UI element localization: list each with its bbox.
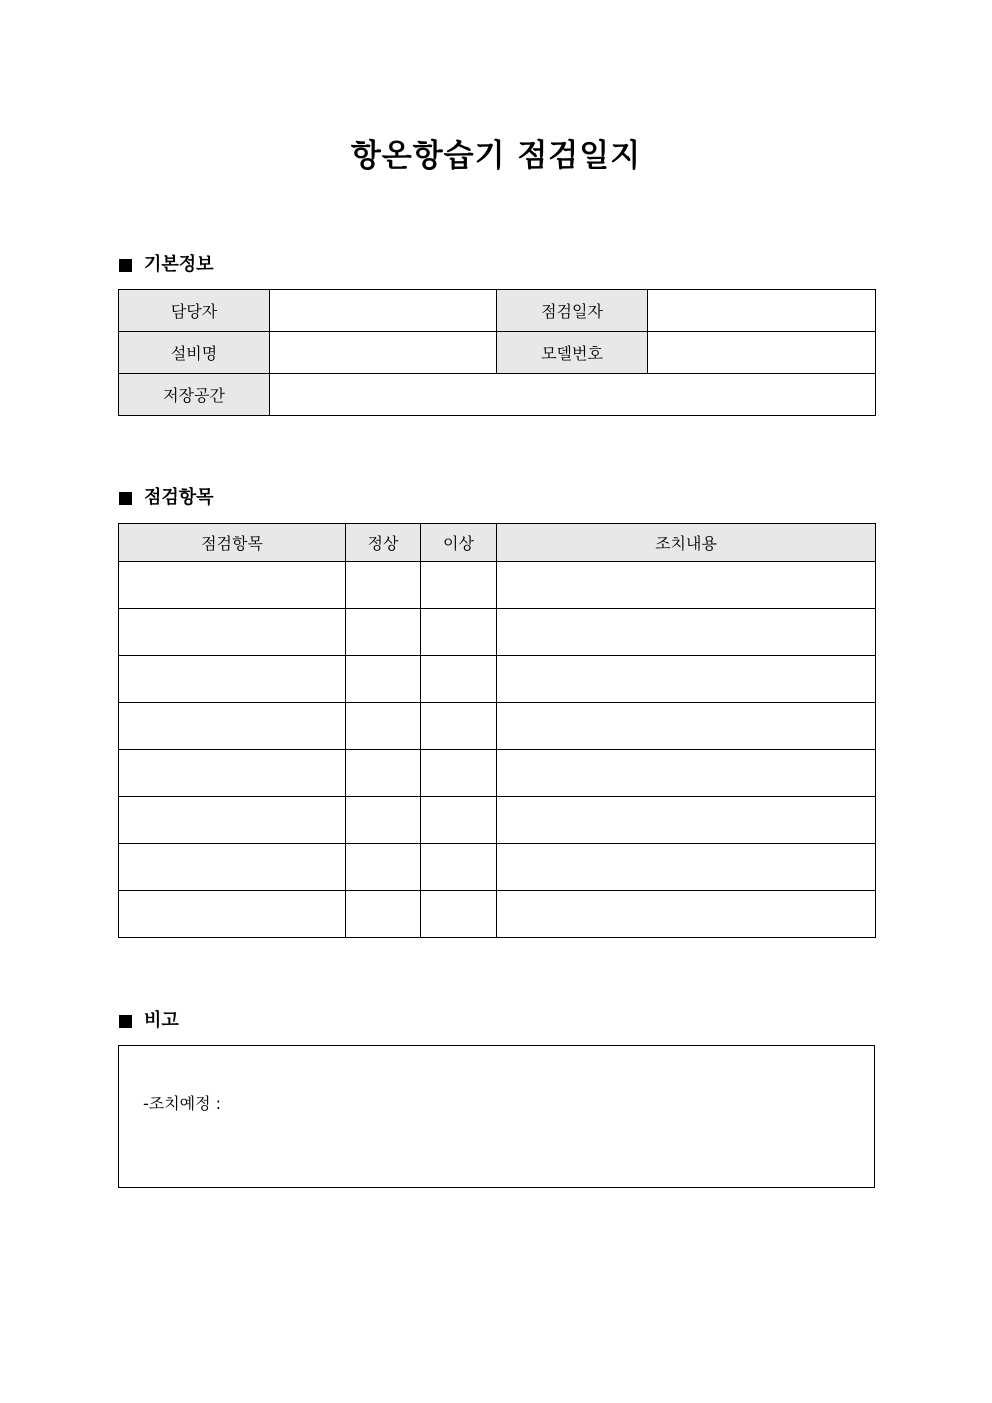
table-row <box>119 562 876 609</box>
normal-check-cell[interactable] <box>346 750 421 797</box>
abnormal-check-cell[interactable] <box>421 797 497 844</box>
normal-check-cell[interactable] <box>346 609 421 656</box>
table-row <box>119 797 876 844</box>
inspection-table <box>118 523 876 938</box>
normal-check-cell[interactable] <box>346 844 421 891</box>
inspection-item-cell[interactable] <box>119 562 346 609</box>
basic-info-table <box>118 289 876 416</box>
equipment-field[interactable] <box>270 332 497 374</box>
storage-label: 저장공간 <box>119 374 270 416</box>
table-row <box>119 290 876 332</box>
abnormal-check-cell[interactable] <box>421 703 497 750</box>
abnormal-check-cell[interactable] <box>421 750 497 797</box>
column-header-action: 조치내용 <box>497 524 876 562</box>
table-row <box>119 891 876 938</box>
remarks-box[interactable] <box>118 1045 875 1188</box>
equipment-label: 설비명 <box>119 332 270 374</box>
normal-check-cell[interactable] <box>346 703 421 750</box>
section-heading-label: 비고 <box>144 1010 179 1031</box>
square-bullet-icon <box>119 259 132 272</box>
planned-action-label: -조치예정 : <box>143 1094 222 1113</box>
section-heading-basic-info <box>119 253 214 277</box>
inspection-item-cell[interactable] <box>119 703 346 750</box>
inspection-item-cell[interactable] <box>119 609 346 656</box>
abnormal-check-cell[interactable] <box>421 891 497 938</box>
abnormal-check-cell[interactable] <box>421 844 497 891</box>
table-row <box>119 656 876 703</box>
normal-check-cell[interactable] <box>346 656 421 703</box>
page-title: 항온항습기 점검일지 <box>350 138 642 174</box>
abnormal-check-cell[interactable] <box>421 656 497 703</box>
section-heading-label: 점검항목 <box>144 487 214 508</box>
action-detail-cell[interactable] <box>497 703 876 750</box>
section-heading-label: 기본정보 <box>144 254 214 275</box>
table-row <box>119 844 876 891</box>
manager-field[interactable] <box>270 290 497 332</box>
section-heading-inspection <box>119 486 214 510</box>
action-detail-cell[interactable] <box>497 891 876 938</box>
inspection-item-cell[interactable] <box>119 891 346 938</box>
square-bullet-icon <box>119 1015 132 1028</box>
normal-check-cell[interactable] <box>346 891 421 938</box>
normal-check-cell[interactable] <box>346 797 421 844</box>
column-header-item: 점검항목 <box>119 524 346 562</box>
table-row <box>119 374 876 416</box>
action-detail-cell[interactable] <box>497 750 876 797</box>
table-row <box>119 750 876 797</box>
inspection-item-cell[interactable] <box>119 797 346 844</box>
table-row <box>119 609 876 656</box>
action-detail-cell[interactable] <box>497 844 876 891</box>
manager-label: 담당자 <box>119 290 270 332</box>
column-header-normal: 정상 <box>346 524 421 562</box>
storage-field[interactable] <box>270 374 876 416</box>
abnormal-check-cell[interactable] <box>421 562 497 609</box>
inspection-item-cell[interactable] <box>119 750 346 797</box>
action-detail-cell[interactable] <box>497 562 876 609</box>
inspection-date-field[interactable] <box>648 290 876 332</box>
model-number-label: 모델번호 <box>497 332 648 374</box>
column-header-abnormal: 이상 <box>421 524 497 562</box>
table-row <box>119 703 876 750</box>
model-number-field[interactable] <box>648 332 876 374</box>
action-detail-cell[interactable] <box>497 797 876 844</box>
inspection-item-cell[interactable] <box>119 844 346 891</box>
inspection-item-cell[interactable] <box>119 656 346 703</box>
section-heading-remarks <box>119 1009 179 1033</box>
action-detail-cell[interactable] <box>497 656 876 703</box>
square-bullet-icon <box>119 492 132 505</box>
inspection-date-label: 점검일자 <box>497 290 648 332</box>
table-row <box>119 332 876 374</box>
action-detail-cell[interactable] <box>497 609 876 656</box>
abnormal-check-cell[interactable] <box>421 609 497 656</box>
table-header-row <box>119 524 876 562</box>
normal-check-cell[interactable] <box>346 562 421 609</box>
